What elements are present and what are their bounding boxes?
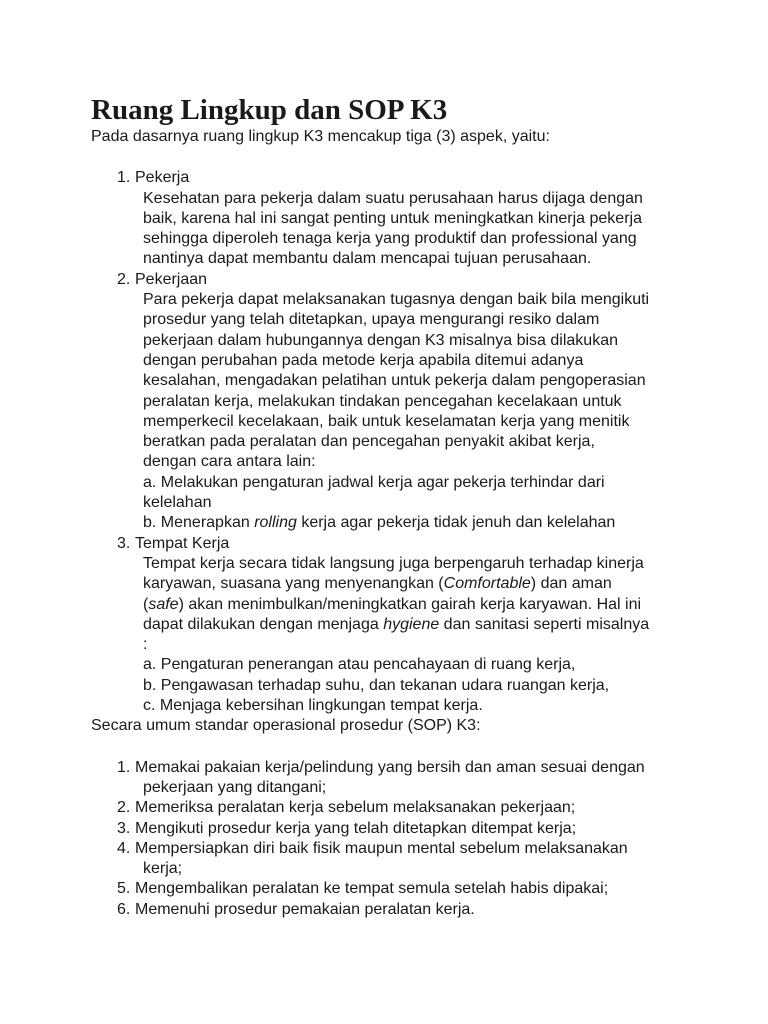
italic-term: Comfortable bbox=[443, 575, 531, 593]
sop-item bbox=[91, 819, 691, 839]
text-run: dan sanitasi seperti misalnya bbox=[439, 615, 650, 633]
document-page bbox=[91, 92, 691, 920]
sub-item: b. Pengawasan terhadap suhu, dan tekanan udara ruangan kerja, bbox=[143, 676, 610, 694]
list-number: 4. bbox=[117, 839, 131, 857]
sop-text-continued: kerja; bbox=[143, 860, 183, 878]
text-run: karyawan, suasana yang menyenangkan ( bbox=[143, 575, 444, 593]
sop-item bbox=[91, 900, 691, 920]
aspect-list bbox=[91, 168, 691, 716]
sop-intro-paragraph: Secara umum standar operasional prosedur (SOP) K3: bbox=[91, 717, 481, 735]
aspect-item-tempat-kerja bbox=[91, 534, 691, 717]
sub-item: c. Menjaga kebersihan lingkungan tempat kerja. bbox=[143, 697, 483, 715]
text-run: ) akan menimbulkan/meningkatkan gairah kerja karyawan. Hal ini bbox=[178, 595, 642, 613]
list-number: 3. bbox=[117, 534, 131, 552]
list-number: 6. bbox=[117, 900, 131, 918]
text-line: a. Melakukan pengaturan jadwal kerja agar pekerja terhindar dari bbox=[143, 473, 605, 491]
text-line: sehingga diperoleh tenaga kerja yang produktif dan professional yang bbox=[143, 230, 637, 248]
document-title: Ruang Lingkup dan SOP K3 bbox=[91, 94, 448, 126]
text-line: kelelahan bbox=[143, 494, 212, 512]
aspect-body bbox=[135, 290, 691, 534]
sop-item bbox=[91, 798, 691, 818]
sop-item bbox=[91, 879, 691, 899]
text-line: Para pekerja dapat melaksanakan tugasnya dengan baik bila mengikuti bbox=[143, 291, 650, 309]
sop-text: Memakai pakaian kerja/pelindung yang bersih dan aman sesuai dengan bbox=[135, 758, 645, 776]
text-line: : bbox=[143, 636, 148, 654]
text-line: pekerjaan dalam hubungannya dengan K3 misalnya bisa dilakukan bbox=[143, 331, 618, 349]
list-number: 1. bbox=[117, 758, 131, 776]
sop-item bbox=[91, 839, 691, 880]
text-line bbox=[143, 615, 691, 635]
text-line: beratkan pada peralatan dan pencegahan penyakit akibat kerja, bbox=[143, 433, 595, 451]
italic-term: hygiene bbox=[383, 615, 440, 633]
text-line: dengan perubahan pada metode kerja apabila ditemui adanya bbox=[143, 351, 584, 369]
italic-term: safe bbox=[148, 595, 179, 613]
text-line: prosedur yang telah ditetapkan, upaya mengurangi resiko dalam bbox=[143, 311, 600, 329]
aspect-heading: Pekerjaan bbox=[135, 270, 208, 288]
sop-text: Mempersiapkan diri baik fisik maupun mental sebelum melaksanakan bbox=[135, 839, 628, 857]
text-line: memperkecil kecelakaan, baik untuk keselamatan kerja yang menitik bbox=[143, 412, 630, 430]
sop-text-continued: pekerjaan yang ditangani; bbox=[143, 778, 327, 796]
text-line: baik, karena hal ini sangat penting untuk meningkatkan kinerja pekerja bbox=[143, 209, 642, 227]
italic-term: rolling bbox=[254, 514, 297, 532]
text-line bbox=[143, 513, 691, 533]
sop-text: Memeriksa peralatan kerja sebelum melaksanakan pekerjaan; bbox=[135, 799, 576, 817]
aspect-body bbox=[135, 554, 691, 716]
text-run: ) dan aman bbox=[530, 575, 612, 593]
text-line bbox=[143, 574, 691, 594]
text-line: nantinya dapat membantu dalam mencapai tujuan perusahaan. bbox=[143, 250, 592, 268]
list-number: 5. bbox=[117, 880, 131, 898]
sop-text: Memenuhi prosedur pemakaian peralatan kerja. bbox=[135, 900, 475, 918]
aspect-item-pekerjaan bbox=[91, 270, 691, 534]
aspect-heading: Pekerja bbox=[135, 169, 190, 187]
text-run: kerja agar pekerja tidak jenuh dan kelelahan bbox=[296, 514, 616, 532]
text-line: peralatan kerja, melakukan tindakan pencegahan kecelakaan untuk bbox=[143, 392, 622, 410]
aspect-item-pekerja bbox=[91, 168, 691, 269]
text-run: dapat dilakukan dengan menjaga bbox=[143, 615, 384, 633]
text-line: kesalahan, mengadakan pelatihan untuk pekerja dalam pengoperasian bbox=[143, 372, 646, 390]
intro-paragraph: Pada dasarnya ruang lingkup K3 mencakup tiga (3) aspek, yaitu: bbox=[91, 128, 550, 145]
text-run: b. Menerapkan bbox=[143, 514, 255, 532]
sop-list bbox=[91, 758, 691, 920]
text-line: dengan cara antara lain: bbox=[143, 453, 316, 471]
text-run: ( bbox=[143, 595, 149, 613]
list-number: 2. bbox=[117, 799, 131, 817]
text-line: Tempat kerja secara tidak langsung juga berpengaruh terhadap kinerja bbox=[143, 554, 644, 572]
list-number: 1. bbox=[117, 169, 131, 187]
aspect-body bbox=[135, 189, 691, 270]
text-line bbox=[143, 595, 691, 615]
aspect-heading: Tempat Kerja bbox=[135, 534, 230, 552]
sop-item bbox=[91, 758, 691, 799]
list-number: 2. bbox=[117, 270, 131, 288]
list-number: 3. bbox=[117, 819, 131, 837]
sub-item: a. Pengaturan penerangan atau pencahayaan di ruang kerja, bbox=[143, 656, 576, 674]
sop-text: Mengembalikan peralatan ke tempat semula setelah habis dipakai; bbox=[135, 880, 609, 898]
sop-text: Mengikuti prosedur kerja yang telah ditetapkan ditempat kerja; bbox=[135, 819, 577, 837]
text-line: Kesehatan para pekerja dalam suatu perusahaan harus dijaga dengan bbox=[143, 189, 643, 207]
